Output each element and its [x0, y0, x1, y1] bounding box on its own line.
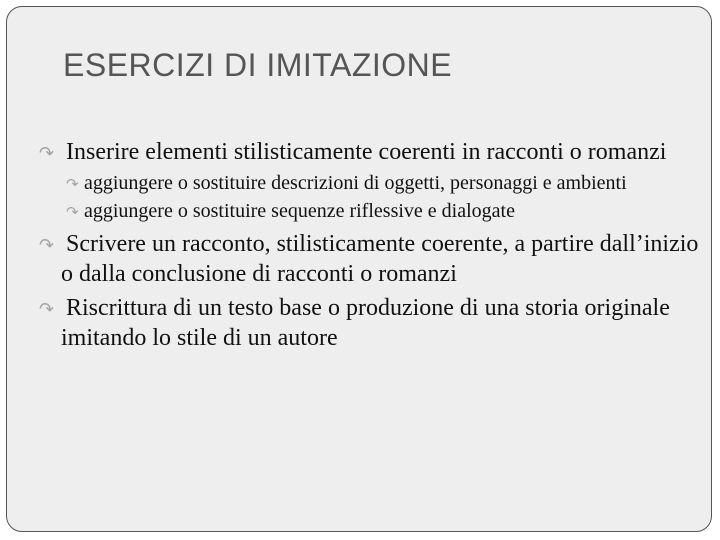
curved-arrow-bullet-icon: ↷ — [39, 299, 55, 320]
slide-body — [39, 137, 699, 357]
bullet-text: Scrivere un racconto, stilisticamente coerente, a partire dall’inizio o dalla conclusione di racconti o romanzi — [61, 231, 699, 287]
bullet-item-2 — [39, 229, 699, 289]
bullet-item-1 — [39, 137, 699, 167]
bullet-item-3 — [39, 293, 699, 353]
sub-bullet-text: aggiungere o sostituire sequenze riflessive e dialogate — [84, 200, 515, 222]
slide — [6, 6, 712, 532]
sub-bullet-item-2 — [39, 199, 699, 223]
curved-arrow-bullet-icon: ↷ — [39, 235, 55, 256]
curved-arrow-bullet-icon: ↷ — [66, 203, 79, 221]
curved-arrow-bullet-icon: ↷ — [66, 175, 79, 193]
bullet-text: Inserire elementi stilisticamente coerenti in racconti o romanzi — [66, 139, 667, 165]
curved-arrow-bullet-icon: ↷ — [39, 143, 55, 164]
sub-bullet-item-1 — [39, 171, 699, 195]
bullet-text: Riscrittura di un testo base o produzione di una storia originale imitando lo stile di un autore — [61, 295, 670, 351]
sub-bullet-text: aggiungere o sostituire descrizioni di oggetti, personaggi e ambienti — [84, 172, 627, 194]
slide-title: ESERCIZI DI IMITAZIONE — [63, 47, 453, 83]
